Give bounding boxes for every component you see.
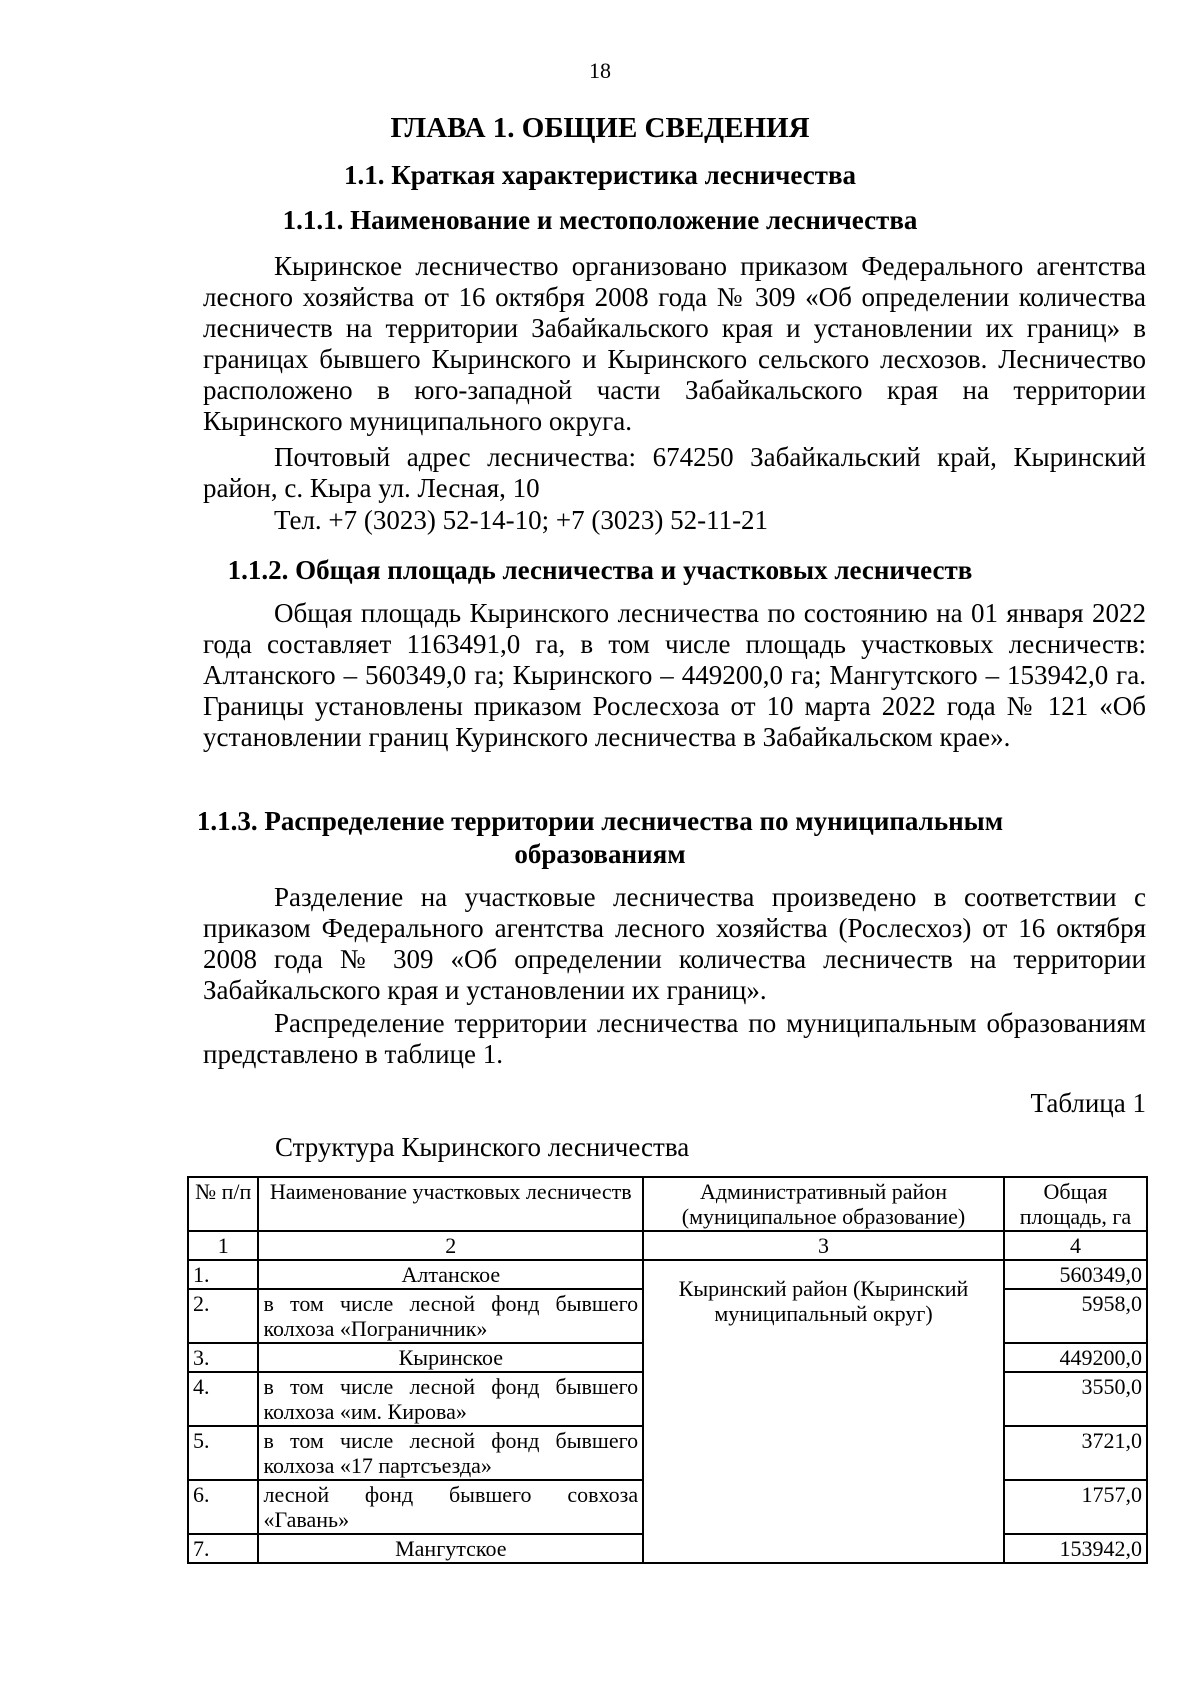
- row-name: в том числе лесной фонд бывшего колхоза «17 партсъезда»: [258, 1426, 643, 1480]
- row-number: 7.: [188, 1534, 258, 1563]
- section-1-1-3-title-line2: образованиям: [514, 839, 686, 869]
- paragraph-total-area: Общая площадь Кыринского лесничества по состоянию на 01 января 2022 года составляет 1163491,0 га, в том числе площадь участковых лесничеств: Алтанского – 560349,0 га; Кыринского – 449200,0 га; Мангутского – 153942,0 га. Границы установлены приказом Рослесхоза от 10 марта 2022 года № 121 «Об установлении границ Куринского лесничества в Забайкальском крае».: [203, 598, 1146, 752]
- forestry-structure-table: [187, 1176, 1148, 1564]
- header-administrative-district: Административный район (муниципальное образование): [643, 1177, 1004, 1231]
- numbering-cell: 2: [258, 1231, 643, 1260]
- section-1-1-2-title: 1.1.2. Общая площадь лесничества и участковых лесничеств: [227, 555, 973, 585]
- page-number: 18: [589, 58, 611, 83]
- numbering-cell: 3: [643, 1231, 1004, 1260]
- row-name: в том числе лесной фонд бывшего колхоза «им. Кирова»: [258, 1372, 643, 1426]
- row-number: 5.: [188, 1426, 258, 1480]
- paragraph-distribution: Распределение территории лесничества по муниципальным образованиям представлено в таблице 1.: [203, 1008, 1146, 1069]
- header-total-area: Общая площадь, га: [1004, 1177, 1147, 1231]
- row-area: 5958,0: [1004, 1289, 1147, 1343]
- table-title: Структура Кыринского лесничества: [275, 1132, 690, 1162]
- row-number: 1.: [188, 1260, 258, 1289]
- header-number: № п/п: [188, 1177, 258, 1231]
- paragraph-division: Разделение на участковые лесничества произведено в соответствии с приказом Федерального агентства лесного хозяйства (Рослесхоз) от 16 октября 2008 года № 309 «Об определении количества лесничеств на территории Забайкальского края и установлении их границ».: [203, 882, 1146, 1005]
- numbering-cell: 4: [1004, 1231, 1147, 1260]
- row-area: 3721,0: [1004, 1426, 1147, 1480]
- row-name: Алтанское: [258, 1260, 643, 1289]
- row-area: 3550,0: [1004, 1372, 1147, 1426]
- paragraph-postal-address: Почтовый адрес лесничества: 674250 Забайкальский край, Кыринский район, с. Кыра ул. Лесная, 10: [203, 442, 1146, 503]
- row-name: Кыринское: [258, 1343, 643, 1372]
- chapter-title: ГЛАВА 1. ОБЩИЕ СВЕДЕНИЯ: [390, 112, 810, 144]
- paragraph-forestry-organization: Кыринское лесничество организовано приказом Федерального агентства лесного хозяйства от 16 октября 2008 года № 309 «Об определении количества лесничеств на территории Забайкальского края и установлении их границ» в границах бывшего Кыринского и Кыринского сельского лесхозов. Лесничество расположено в юго-западной части Забайкальского края на территории Кыринского муниципального округа.: [203, 251, 1146, 436]
- section-1-1-3-title: [0, 805, 1200, 871]
- table-header-row: [188, 1177, 1147, 1231]
- section-1-1-title: 1.1. Краткая характеристика лесничества: [343, 160, 857, 190]
- section-1-1-3-title-line1: 1.1.3. Распределение территории лесничества по муниципальным: [196, 806, 1004, 836]
- row-name: лесной фонд бывшего совхоза «Гавань»: [258, 1480, 643, 1534]
- row-number: 6.: [188, 1480, 258, 1534]
- district-name: Кыринский район (Кыринский муниципальный округ): [678, 1276, 969, 1326]
- row-area: 153942,0: [1004, 1534, 1147, 1563]
- row-area: 449200,0: [1004, 1343, 1147, 1372]
- table-numbering-row: [188, 1231, 1147, 1260]
- table-row: [188, 1260, 1147, 1289]
- row-number: 2.: [188, 1289, 258, 1343]
- row-name: в том числе лесной фонд бывшего колхоза «Пограничник»: [258, 1289, 643, 1343]
- numbering-cell: 1: [188, 1231, 258, 1260]
- row-number: 3.: [188, 1343, 258, 1372]
- row-number: 4.: [188, 1372, 258, 1426]
- section-1-1-1-title: 1.1.1. Наименование и местоположение лесничества: [282, 205, 918, 235]
- header-district-forestry-name: Наименование участковых лесничеств: [258, 1177, 643, 1231]
- paragraph-phone: Тел. +7 (3023) 52-14-10; +7 (3023) 52-11-21: [274, 505, 769, 535]
- row-area: 1757,0: [1004, 1480, 1147, 1534]
- row-area: 560349,0: [1004, 1260, 1147, 1289]
- row-name: Мангутское: [258, 1534, 643, 1563]
- table-caption: Таблица 1: [1030, 1088, 1146, 1118]
- district-cell: [643, 1260, 1004, 1563]
